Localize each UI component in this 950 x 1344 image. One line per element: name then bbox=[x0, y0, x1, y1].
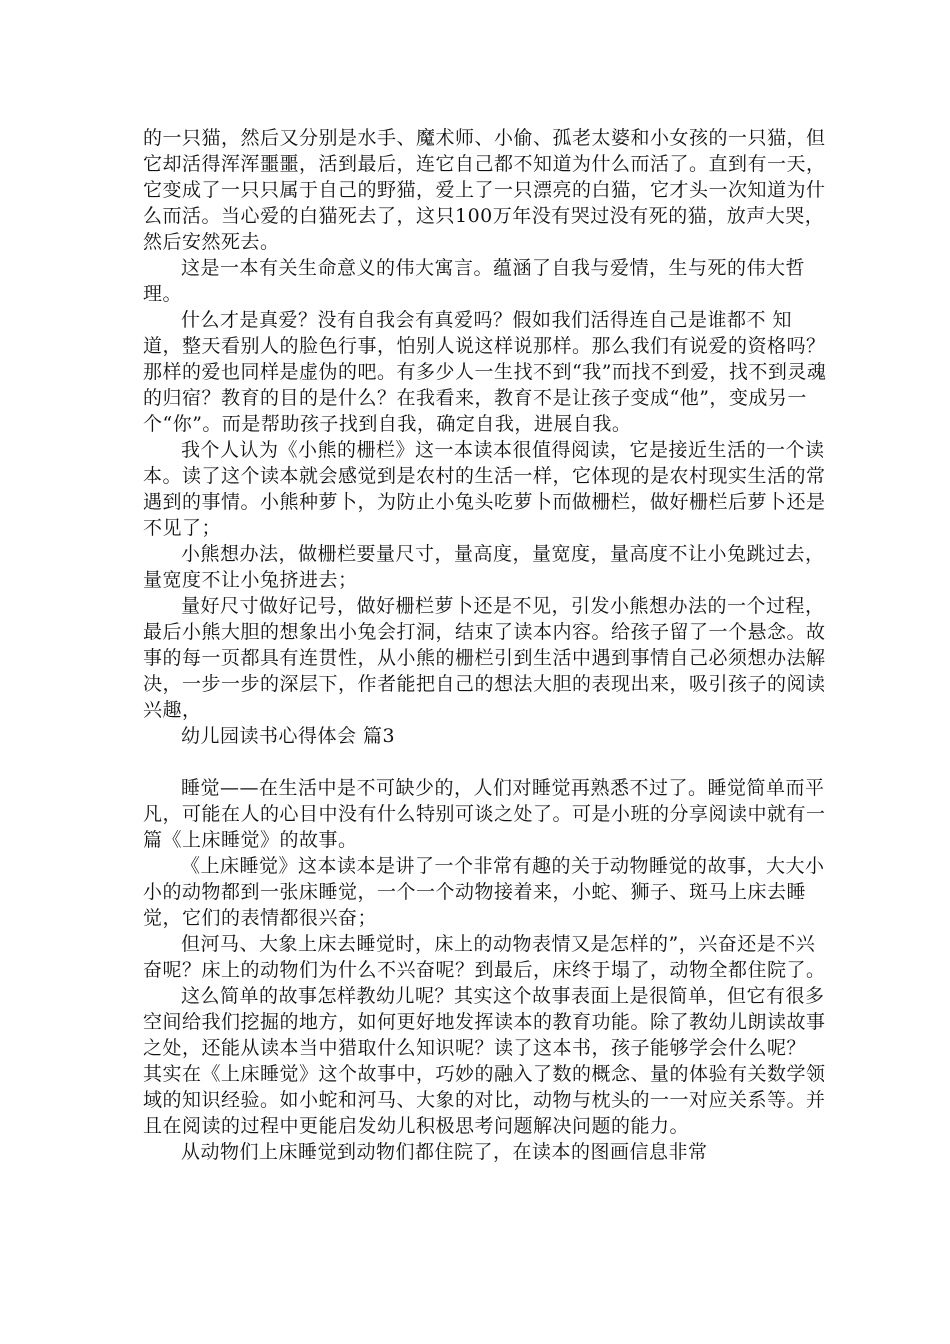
paragraph-continued: 从动物们上床睡觉到动物们都住院了，在读本的图画信息非常 bbox=[181, 1141, 708, 1163]
document-body bbox=[143, 125, 827, 1165]
paragraph-bedtime-story: 《上床睡觉》这本读本是讲了一个非常有趣的关于动物睡觉的故事，大大小小的动物都到一张床睡觉，一个一个动物接着来，小蛇、狮子、斑马上床去睡觉，它们的表情都很兴奋； bbox=[143, 855, 825, 929]
paragraph-bear-conclusion: 量好尺寸做好记号，做好栅栏萝卜还是不见，引发小熊想办法的一个过程，最后小熊大胆的想象出小兔会打洞，结束了读本内容。给孩子留了一个悬念。故事的每一页都具有连贯性，从小熊的栅栏引到生活中遇到事情自己必须想办法解决，一步一步的深层下，作者能把自己的想法大胆的表现出来，吸引孩子的阅读兴趣， bbox=[143, 595, 826, 721]
section-spacer bbox=[143, 749, 827, 775]
paragraph-teaching: 这么简单的故事怎样教幼儿呢？其实这个故事表面上是很简单，但它有很多空间给我们挖掘的地方，如何更好地发挥读本的教育功能。除了教幼儿朗读故事之处，还能从读本当中猎取什么知识呢？读了这本书，孩子能够学会什么呢？ 其实在《上床睡觉》这个故事中，巧妙的融入了数的概念、量的体验有关数学领域的知识经验。如小蛇和河马、大象的对比，动物与枕头的一一对应关系等。并且在阅读的过程中更能启发幼儿积极思考问题解决问题的能力。 bbox=[143, 985, 826, 1137]
paragraph-fable-meaning: 这是一本有关生命意义的伟大寓言。蕴涵了自我与爱情，生与死的伟大哲理。 bbox=[143, 257, 806, 305]
paragraph-true-love: 什么才是真爱？没有自我会有真爱吗？假如我们活得连自己是谁都不 知道，整天看别人的脸色行事，怕别人说这样说那样。那么我们有说爱的资格吗？那样的爱也同样是虚伪的吧。有多少人一生找不到“我”而找不到爱，找不到灵魂的归宿？教育的目的是什么？在我看来，教育不是让孩子变成“他”，变成另一个“你”。而是帮助孩子找到自我，确定自我，进展自我。 bbox=[143, 309, 827, 435]
paragraph-bear-measure: 小熊想办法，做栅栏要量尺寸，量高度，量宽度，量高度不让小兔跳过去，量宽度不让小兔挤进去； bbox=[143, 543, 825, 591]
paragraph-cat-story: 的一只猫，然后又分别是水手、魔术师、小偷、孤老太婆和小女孩的一只猫，但它却活得浑浑噩噩，活到最后，连它自己都不知道为什么而活了。直到有一天，它变成了一只只属于自己的野猫，爱上了一只漂亮的白猫，它才头一次知道为什么而活。当心爱的白猫死去了，这只100万年没有哭过没有死的猫，放声大哭，然后安然死去。 bbox=[143, 127, 826, 253]
paragraph-bear-fence-intro: 我个人认为《小熊的栅栏》这一本读本很值得阅读，它是接近生活的一个读本。读了这个读本就会感觉到是农村的生活一样，它体现的是农村现实生活的常遇到的事情。小熊种萝卜，为防止小兔头吃萝卜而做栅栏，做好栅栏后萝卜还是不见了； bbox=[143, 439, 826, 539]
section-heading: 幼儿园读书心得体会 篇3 bbox=[181, 725, 396, 747]
paragraph-sleep-intro: 睡觉——在生活中是不可缺少的，人们对睡觉再熟悉不过了。睡觉简单而平凡，可能在人的心目中没有什么特别可谈之处了。可是小班的分享阅读中就有一篇《上床睡觉》的故事。 bbox=[143, 777, 826, 851]
paragraph-hippo-elephant: 但河马、大象上床去睡觉时，床上的动物表情又是怎样的”，兴奋还是不兴奋呢？床上的动物们为什么不兴奋呢？到最后，床终于塌了，动物全都住院了。 bbox=[143, 933, 826, 981]
